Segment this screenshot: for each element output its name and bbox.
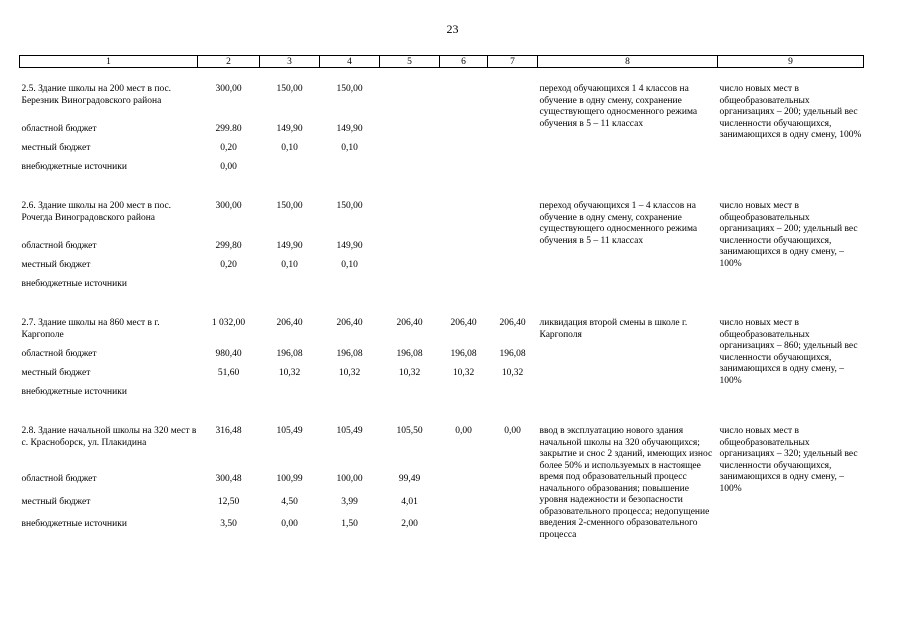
- funding-value-cell: 149,90: [276, 241, 303, 251]
- total-value-cell: 0,00: [455, 426, 472, 436]
- funding-value-cell: 300,48: [215, 474, 242, 485]
- funding-value-cell: [488, 162, 538, 181]
- total-value-cell: 0,00: [504, 426, 521, 436]
- total-value-cell: 300,00: [215, 84, 242, 94]
- column-header: 4: [320, 56, 380, 68]
- funding-value-cell: 10,32: [501, 368, 524, 378]
- funding-value-cell: [440, 162, 488, 181]
- total-value-cell: 150,00: [336, 84, 363, 94]
- funding-value-cell: [440, 387, 488, 406]
- funding-value-cell: 10,32: [338, 368, 361, 378]
- funding-value-cell: [488, 387, 538, 406]
- funding-value-cell: [260, 279, 320, 298]
- expected-result: ликвидация второй смены в школе г. Каргополя: [539, 318, 688, 340]
- funding-value-cell: 0,10: [341, 143, 358, 153]
- column-header: 2: [198, 56, 260, 68]
- funding-value-cell: 3,99: [341, 496, 358, 507]
- funding-value-cell: [198, 279, 260, 298]
- total-value-cell: 316,48: [215, 426, 242, 436]
- total-value-cell: 150,00: [336, 201, 363, 211]
- funding-value-cell: [440, 124, 488, 143]
- funding-value-cell: 10,32: [452, 368, 475, 378]
- funding-value-cell: [488, 279, 538, 298]
- total-value-cell: 206,40: [276, 318, 303, 328]
- section-spacer: [20, 181, 864, 201]
- funding-value-cell: [320, 279, 380, 298]
- funding-value-cell: [488, 497, 538, 519]
- column-header: 8: [538, 56, 718, 68]
- funding-value-cell: [440, 519, 488, 541]
- funding-source-label: местный бюджет: [21, 143, 91, 153]
- funding-value-cell: [488, 124, 538, 143]
- section-title: 2.7. Здание школы на 860 мест в г. Каргополе: [21, 318, 160, 340]
- funding-source-label: областной бюджет: [21, 241, 97, 251]
- funding-value-cell: 100,00: [336, 474, 363, 485]
- funding-value-cell: 99,49: [398, 474, 421, 485]
- funding-value-cell: 2,00: [401, 518, 418, 529]
- funding-value-cell: [260, 387, 320, 406]
- funding-source-label: местный бюджет: [21, 496, 91, 507]
- funding-value-cell: 12,50: [217, 496, 240, 507]
- funding-value-cell: 0,20: [220, 260, 237, 270]
- funding-value-cell: 196,08: [276, 349, 303, 359]
- total-value-cell: 1 032,00: [211, 318, 246, 328]
- section-row: [20, 84, 864, 124]
- section-spacer: [20, 406, 864, 426]
- funding-value-cell: 0,10: [281, 260, 298, 270]
- funding-source-label: областной бюджет: [21, 124, 97, 134]
- funding-source-label: внебюджетные источники: [21, 387, 127, 397]
- total-value-cell: [488, 84, 538, 124]
- section-row: [20, 426, 864, 474]
- total-value-cell: [440, 84, 488, 124]
- column-header: 6: [440, 56, 488, 68]
- funding-value-cell: 51,60: [217, 368, 240, 378]
- total-value-cell: [488, 201, 538, 241]
- funding-value-cell: [440, 241, 488, 260]
- total-value-cell: 206,40: [396, 318, 423, 328]
- funding-source-label: местный бюджет: [21, 260, 91, 270]
- section-title: 2.6. Здание школы на 200 мест в пос. Рочегда Виноградовского района: [21, 201, 172, 223]
- funding-value-cell: [440, 279, 488, 298]
- funding-source-label: внебюджетные источники: [21, 279, 127, 289]
- funding-source-label: областной бюджет: [21, 474, 97, 485]
- funding-value-cell: 0,00: [220, 162, 237, 172]
- funding-value-cell: 4,50: [281, 496, 298, 507]
- expected-result: переход обучающихся 1 – 4 классов на обучение в одну смену, сохранение существующего односменного режима обучения в 5 – 11 классах: [539, 201, 698, 246]
- funding-value-cell: [380, 143, 440, 162]
- section-title: 2.5. Здание школы на 200 мест в пос. Березник Виноградовского района: [21, 84, 172, 106]
- funding-source-label: областной бюджет: [21, 349, 97, 359]
- funding-value-cell: [440, 143, 488, 162]
- funding-value-cell: [488, 474, 538, 496]
- funding-value-cell: 299.80: [215, 124, 242, 134]
- funding-value-cell: [380, 241, 440, 260]
- funding-value-cell: 149,90: [336, 241, 363, 251]
- expected-result: переход обучающихся 1 4 классов на обучение в одну смену, сохранение существующего односменного режима обучения в 5 – 11 классах: [539, 84, 698, 129]
- funding-value-cell: 0,10: [281, 143, 298, 153]
- funding-value-cell: 10,32: [398, 368, 421, 378]
- funding-value-cell: [380, 279, 440, 298]
- program-table: [19, 55, 864, 541]
- header-row: [20, 56, 864, 68]
- funding-value-cell: [440, 474, 488, 496]
- funding-value-cell: [488, 241, 538, 260]
- column-header: 5: [380, 56, 440, 68]
- total-value-cell: 105,49: [276, 426, 303, 436]
- total-value-cell: [440, 201, 488, 241]
- funding-value-cell: [320, 387, 380, 406]
- target-indicator: число новых мест в общеобразовательных организациях – 320; удельный вес численности обучающихся, занимающихся в одну смену, – 100%: [719, 426, 858, 494]
- target-indicator: число новых мест в общеобразовательных организациях – 200; удельный вес численности обучающихся, занимающихся в одну смену, – 100%: [719, 201, 858, 269]
- page-number: 23: [446, 22, 459, 36]
- section-spacer: [20, 298, 864, 318]
- funding-value-cell: 149,90: [336, 124, 363, 134]
- total-value-cell: 105,49: [336, 426, 363, 436]
- total-value-cell: 105,50: [396, 426, 423, 436]
- funding-value-cell: [380, 260, 440, 279]
- total-value-cell: 150,00: [276, 84, 303, 94]
- funding-value-cell: 196,08: [499, 349, 526, 359]
- funding-value-cell: [380, 162, 440, 181]
- funding-value-cell: [380, 124, 440, 143]
- total-value-cell: 300,00: [215, 201, 242, 211]
- total-value-cell: 206,40: [499, 318, 526, 328]
- total-value-cell: 206,40: [336, 318, 363, 328]
- column-header: 7: [488, 56, 538, 68]
- funding-value-cell: [320, 162, 380, 181]
- funding-value-cell: [440, 497, 488, 519]
- funding-source-label: местный бюджет: [21, 368, 91, 378]
- funding-value-cell: 10,32: [278, 368, 301, 378]
- funding-value-cell: 0,00: [281, 518, 298, 529]
- total-value-cell: 206,40: [450, 318, 477, 328]
- funding-value-cell: 980,40: [215, 349, 242, 359]
- section-spacer: [20, 68, 864, 85]
- funding-value-cell: 196,08: [396, 349, 423, 359]
- funding-value-cell: 299,80: [215, 241, 242, 251]
- funding-value-cell: 100,99: [276, 474, 303, 485]
- section-row: [20, 318, 864, 349]
- funding-value-cell: 196,08: [336, 349, 363, 359]
- column-header: 3: [260, 56, 320, 68]
- target-indicator: число новых мест в общеобразовательных организациях – 200; удельный вес численности обучающихся, занимающихся в одну смену, 100%: [719, 84, 862, 140]
- expected-result: ввод в эксплуатацию нового здания начальной школы на 320 обучающихся; закрытие и снос 2 зданий, имеющих износ более 50% и используемых в настоящее время под образовательный процесс начального образования; повышение уровня надежности и безопасности образовательного процесса; недопущение введения 2-сменного образовательного процесса: [539, 426, 713, 540]
- funding-value-cell: [488, 143, 538, 162]
- section-title: 2.8. Здание начальной школы на 320 мест в с. Красноборск, ул. Плакидина: [21, 426, 197, 448]
- total-value-cell: 150,00: [276, 201, 303, 211]
- funding-value-cell: 0,10: [341, 260, 358, 270]
- funding-value-cell: 4,01: [401, 496, 418, 507]
- funding-value-cell: 196,08: [450, 349, 477, 359]
- funding-source-label: внебюджетные источники: [21, 518, 127, 529]
- target-indicator: число новых мест в общеобразовательных организациях – 860; удельный вес численности обучающихся, занимающихся в одну смену, – 100%: [719, 318, 858, 386]
- column-header: 1: [20, 56, 198, 68]
- funding-source-label: внебюджетные источники: [21, 162, 127, 172]
- section-row: [20, 201, 864, 241]
- funding-value-cell: 3,50: [220, 518, 237, 529]
- funding-value-cell: 149,90: [276, 124, 303, 134]
- funding-value-cell: [260, 162, 320, 181]
- column-header: 9: [718, 56, 864, 68]
- total-value-cell: [380, 201, 440, 241]
- funding-value-cell: [488, 519, 538, 541]
- total-value-cell: [380, 84, 440, 124]
- funding-value-cell: [198, 387, 260, 406]
- funding-value-cell: [440, 260, 488, 279]
- funding-value-cell: 1,50: [341, 518, 358, 529]
- funding-value-cell: [380, 387, 440, 406]
- funding-value-cell: [488, 260, 538, 279]
- funding-value-cell: 0,20: [220, 143, 237, 153]
